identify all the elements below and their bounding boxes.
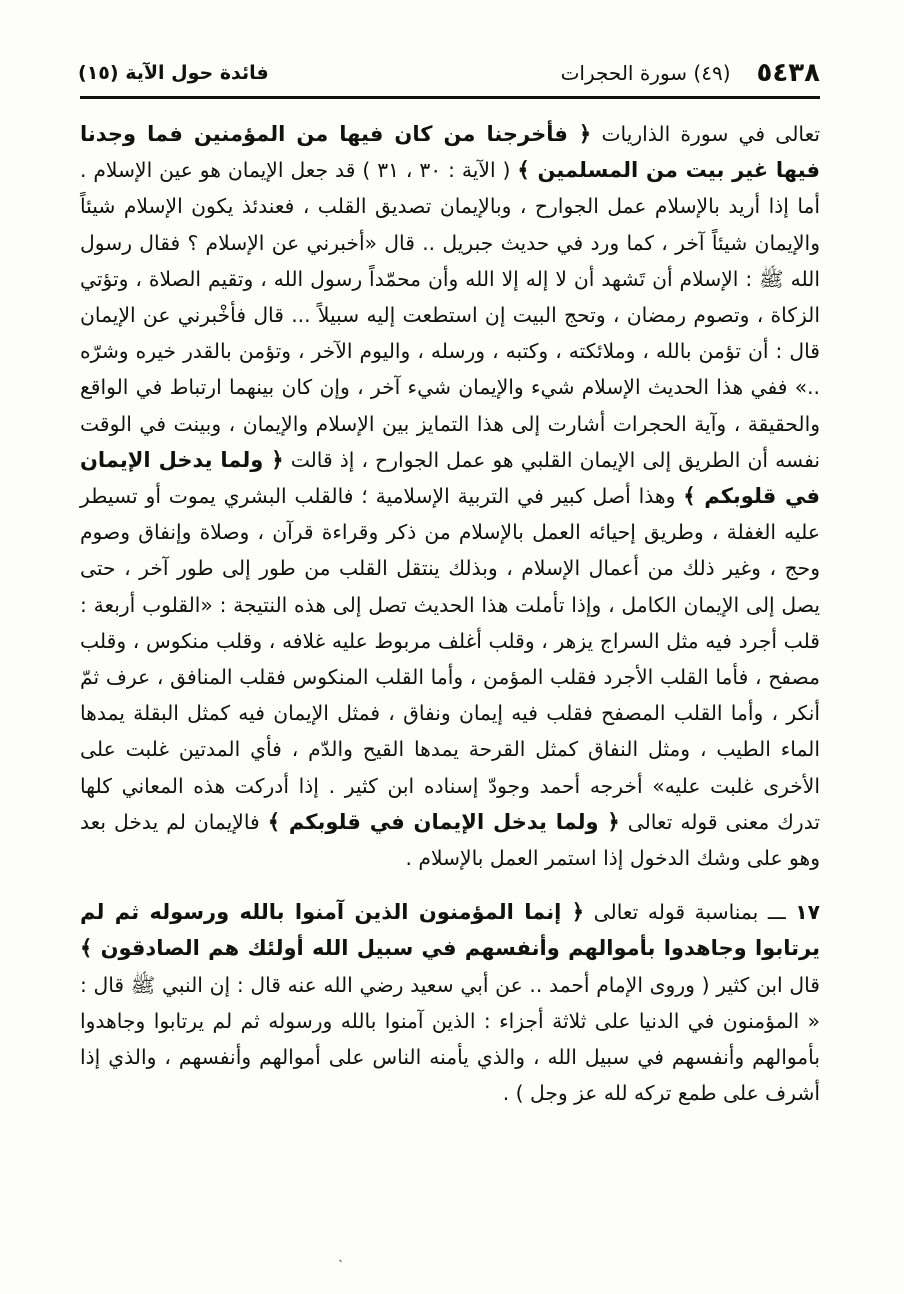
body-text: ( الآية : ٣٠ ، ٣١ ) قد جعل الإيمان هو عين الإسلام . أما إذا أريد بالإسلام عمل الجوارح ، وبالإيمان تصديق القلب ، فعندئذ يكون الإسلام شيئاً والإيمان شيئاً آخر ، كما ورد في حديث جبريل .. قال «أخبرني عن الإسلام ؟ فقال رسول الله ﷺ : الإسلام أن تَشهد أن لا إله إلا الله وأن محمّداً رسول الله ، وتقيم الصلاة ، وتؤتي الزكاة ، وتصوم رمضان ، وتحج البيت إن استطعت إليه سبيلاً ... قال فأخْبرني عن الإيمان قال : أن تؤمن بالله ، وملائكته ، وكتبه ، ورسله ، واليوم الآخر ، وتؤمن بالقدر خيره وشرّه ..» ففي هذا الحديث الإسلام شيء والإيمان شيء آخر ، وإن كان بينهما ارتباط في الواقع والحقيقة ، وآية الحجرات أشارت إلى هذا التمايز بين الإسلام والإيمان ، وبينت في الوقت نفسه أن الطريق إلى الإيمان القلبي هو عمل الجوارح ، إذ قالت [80,158,820,472]
paragraph-continuation [80,116,820,876]
quran-verse: ﴿ إنما المؤمنون الذين آمنوا بالله ورسوله ثم لم يرتابوا وجاهدوا بأموالهم وأنفسهم في سبيل الله أولئك هم الصادقون ﴾ [80,900,820,961]
paragraph-number: ١٧ [795,900,821,925]
body-text: تعالى في سورة الذاريات [601,122,820,146]
header-rule [80,96,820,99]
print-mark: ˎ [338,1248,344,1262]
page-header [78,50,820,96]
quran-verse: ﴿ ولما يدخل الإيمان في قلوبكم ﴾ [267,809,620,834]
quran-verse: ﴿ ولما يدخل الإيمان في قلوبكم ﴾ [80,447,820,509]
body-text: ـــ بمناسبة قوله تعالى [593,900,786,925]
quran-verse: ﴿ فأخرجنا من كان فيها من المؤمنين فما وجدنا فيها غير بيت من المسلمين ﴾ [80,122,820,183]
section-title: فائدة حول الآية (١٥) [78,62,269,84]
page-body [80,116,820,1111]
paragraph-17 [80,894,820,1111]
header-right-group [561,58,820,88]
body-text: فالإيمان لم يدخل بعد وهو على وشك الدخول إذا استمر العمل بالإسلام . [80,809,820,871]
surah-title: (٤٩) سورة الحجرات [560,61,731,85]
body-text: قال ابن كثير ( وروى الإمام أحمد .. عن أبي سعيد رضي الله عنه قال : إن النبي ﷺ قال : « المؤمنون في الدنيا على ثلاثة أجزاء : الذين آمنوا بالله ورسوله ثم لم يرتابوا وجاهدوا بأموالهم وأنفسهم في سبيل الله ، والذي يأمنه الناس على أموالهم وأنفسهم ، والذي إذا أشرف على طمع تركه لله عز وجل ) . [80,972,820,1106]
body-text: وهذا أصل كبير في التربية الإسلامية ؛ فالقلب البشري يموت أو تسيطر عليه الغفلة ، وطريق إحيائه العمل بالإسلام من ذكر وقراءة قرآن ، وصلاة وإنفاق وصوم وحج ، وغير ذلك من أعمال الإسلام ، وبذلك ينتقل القلب من طور إلى طور آخر ، حتى يصل إلى الإيمان الكامل ، وإذا تأملت هذا الحديث تصل إلى هذه النتيجة : «القلوب أربعة : قلب أجرد فيه مثل السراج يزهر ، وقلب أغلف مربوط عليه غلافه ، وقلب منكوس ، وقلب مصفح ، فأما القلب الأجرد فقلب المؤمن ، وأما القلب المنكوس فقلب المنافق ، عرف ثمّ أنكر ، وأما القلب المصفح فقلب فيه إيمان ونفاق ، فمثل الإيمان فيه كمثل البقلة يمدها الماء الطيب ، ومثل النفاق كمثل القرحة يمدها القيح والدّم ، فأي المدتين غلبت على الأخرى غلبت عليه» أخرجه أحمد وجودّ إسناده ابن كثير . إذا أدركت هذه المعاني كلها تدرك معنى قوله تعالى [80,484,820,834]
page-number: ٥٤٣٨ [756,58,820,88]
